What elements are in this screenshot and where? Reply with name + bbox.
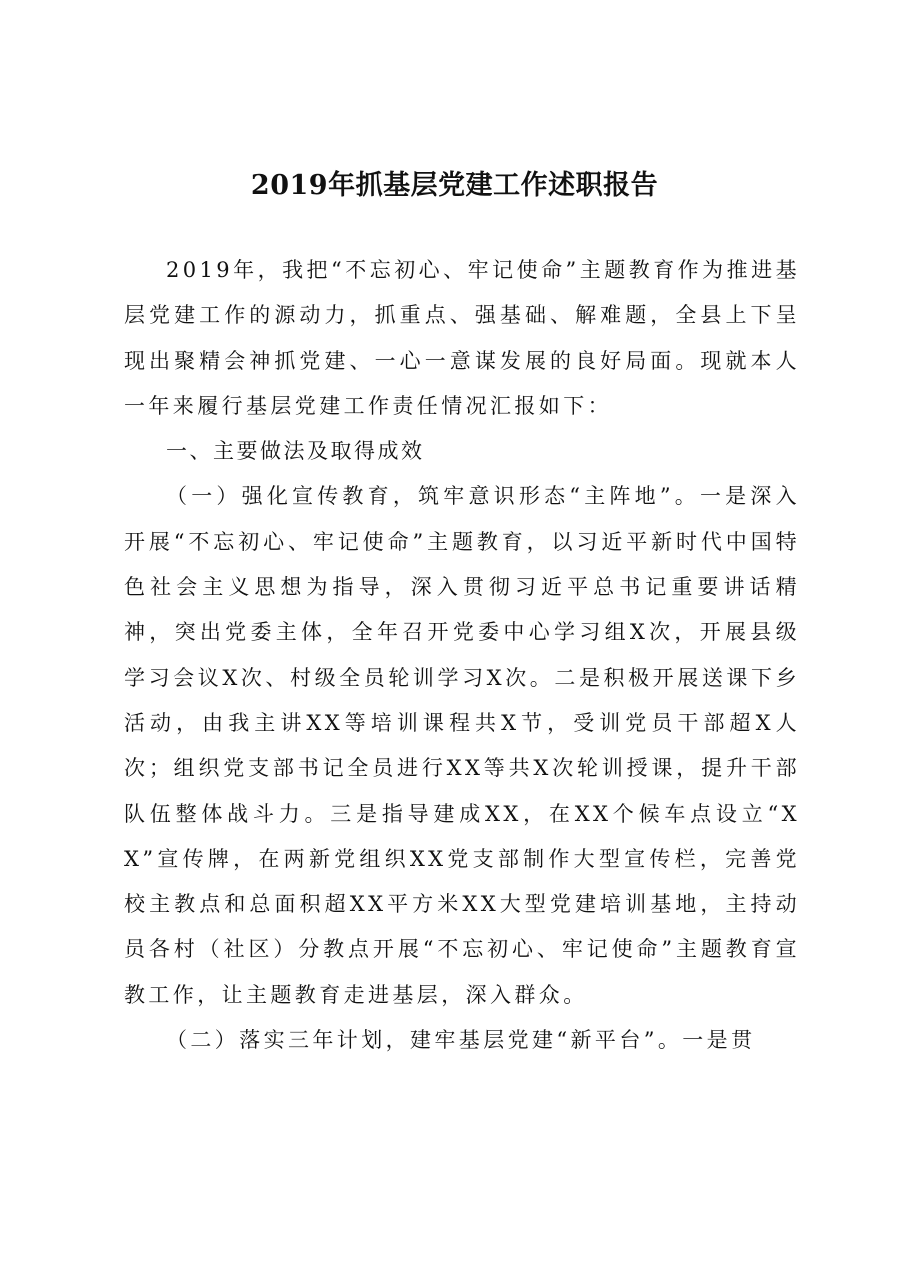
intro-paragraph: 2019年，我把“不忘初心、牢记使命”主题教育作为推进基层党建工作的源动力，抓重点、强基础、解难题，全县上下呈现出聚精会神抓党建、一心一意谋发展的良好局面。现就本人一年来履行基层党建工作责任情况汇报如下：: [124, 258, 800, 418]
document-title: 2019年抓基层党建工作述职报告: [250, 170, 659, 201]
section-heading: 一、主要做法及取得成效: [166, 439, 425, 464]
subsection-paragraph-2: （二）落实三年计划，建牢基层党建“新平台”。一是贯: [166, 1028, 756, 1053]
document-body: [124, 248, 800, 1063]
subsection-paragraph-1: （一）强化宣传教育，筑牢意识形态“主阵地”。一是深入开展“不忘初心、牢记使命”主题教育，以习近平新时代中国特色社会主义思想为指导，深入贯彻习近平总书记重要讲话精神，突出党委主体，全年召开党委中心学习组X次，开展县级学习会议X次、村级全员轮训学习X次。二是积极开展送课下乡活动，由我主讲XX等培训课程共X节，受训党员干部超X人次；组织党支部书记全员进行XX等共X次轮训授课，提升干部队伍整体战斗力。三是指导建成XX，在XX个候车点设立“XX”宣传牌，在两新党组织XX党支部制作大型宣传栏，完善党校主教点和总面积超XX平方米XX大型党建培训基地，主持动员各村（社区）分教点开展“不忘初心、牢记使命”主题教育宣教工作，让主题教育走进基层，深入群众。: [124, 484, 800, 1007]
